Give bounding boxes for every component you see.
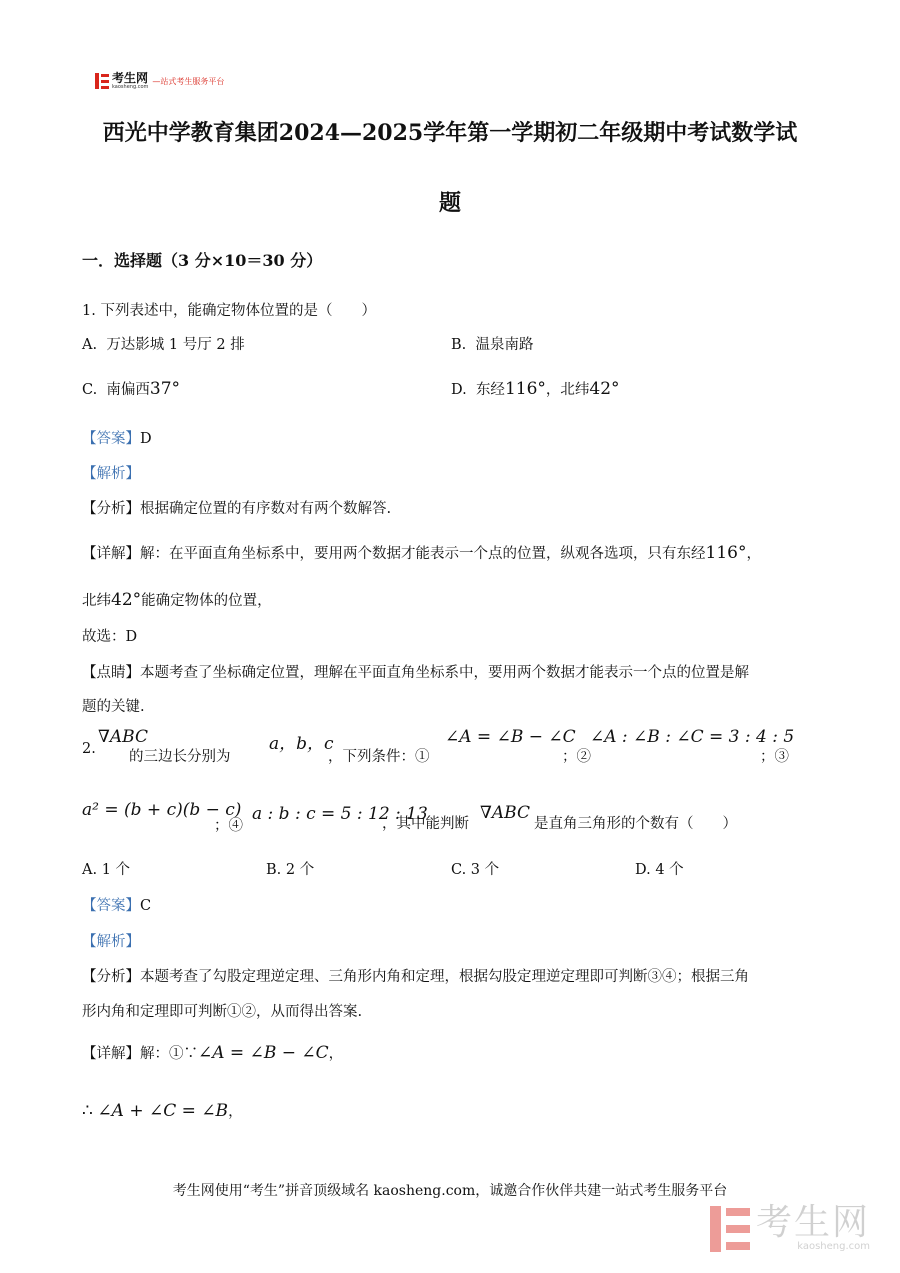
answer-tag: 【答案】 <box>82 431 140 447</box>
section-heading: 一．选择题（3 分×10＝30 分） <box>82 251 323 270</box>
text: ；④ <box>214 818 243 834</box>
footer-text: 考生网使用“考生”拼音顶级域名 kaosheng.com，诚邀合作伙伴共建一站式考生服务平台 <box>172 1183 728 1199</box>
triangle-symbol: ∇ABC <box>480 803 530 823</box>
q2-xiangjie <box>82 1042 343 1063</box>
text: ， <box>228 1104 243 1120</box>
q2-therefore <box>82 1100 243 1121</box>
q1-option-c <box>82 378 180 399</box>
question-1-stem: 1. 下列表述中，能确定物体位置的是（ ） <box>82 303 376 319</box>
text: 【详解】解：在平面直角坐标系中，要用两个数据才能表示一个点的位置，纵观各选项，只有东经 <box>82 546 706 562</box>
q2-option-b: B. 2 个 <box>266 862 315 878</box>
logo-icon <box>95 73 109 89</box>
q2-answer <box>82 894 151 915</box>
q1-analysis-tag: 【解析】 <box>82 466 140 482</box>
question-number: 2. <box>82 741 96 757</box>
text: ；③ <box>760 749 789 765</box>
q2-option-c: C. 3 个 <box>451 862 500 878</box>
option-text: 万达影城 1 号厅 2 排 <box>106 337 245 353</box>
logo-name: 考生网 <box>112 71 149 85</box>
watermark-domain: kaosheng.com <box>797 1241 870 1252</box>
answer-value: D <box>140 431 152 447</box>
condition-1: ∠A = ∠B − ∠C <box>445 727 576 747</box>
text: ，其中能判断 <box>382 816 469 832</box>
q2-analysis-tag: 【解析】 <box>82 934 140 950</box>
condition-4: a : b : c = 5 : 12 : 13 <box>252 804 428 824</box>
page-title: 西光中学教育集团2024—2025学年第一学期初二年级期中考试数学试 <box>102 120 798 146</box>
q1-fenxi: 【分析】根据确定位置的有序数对有两个数解答. <box>82 501 392 517</box>
option-math: 42° <box>589 379 620 399</box>
question-2-stem-line1 <box>82 727 842 772</box>
text: ， <box>328 1046 344 1062</box>
option-label: B. <box>451 337 467 353</box>
text: 北纬 <box>82 593 111 609</box>
option-text: 温泉南路 <box>475 337 534 353</box>
logo-domain: kaosheng.com <box>112 84 149 90</box>
math: ∠A + ∠C = ∠B <box>97 1101 229 1121</box>
header-logo <box>95 72 224 90</box>
q1-xiangjie-line2 <box>82 589 272 610</box>
option-math: 37° <box>149 379 181 399</box>
condition-2: ∠A : ∠B : ∠C = 3 : 4 : 5 <box>590 727 795 747</box>
q1-guxuan: 故选：D <box>82 629 138 645</box>
math: 42° <box>111 590 142 610</box>
math: 116° <box>705 543 747 563</box>
q1-option-a <box>82 333 245 354</box>
question-2-stem-line2 <box>82 800 842 840</box>
option-text: 南偏西 <box>106 382 150 398</box>
sides-math: a，b，c <box>269 734 334 754</box>
condition-3: a² = (b + c)(b − c) <box>82 800 242 820</box>
q1-option-b <box>451 333 533 354</box>
text: 【详解】解：①∵ <box>82 1046 198 1062</box>
watermark <box>710 1202 870 1252</box>
therefore-symbol: ∴ <box>82 1101 93 1121</box>
watermark-logo-icon <box>710 1206 750 1252</box>
triangle-symbol: ∇ABC <box>98 727 148 747</box>
q2-fenxi-line1: 【分析】本题考查了勾股定理逆定理、三角形内角和定理，根据勾股定理逆定理即可判断③④；根据三角 <box>82 969 749 985</box>
text: 能确定物体的位置， <box>141 593 272 609</box>
option-math: 116° <box>504 379 546 399</box>
q2-option-a: A. 1 个 <box>82 862 131 878</box>
answer-tag: 【答案】 <box>82 898 140 914</box>
q1-answer <box>82 427 152 448</box>
option-text: ，北纬 <box>545 382 590 398</box>
option-text: 东经 <box>475 382 505 398</box>
answer-value: C <box>140 898 152 914</box>
logo-slogan: —站式考生服务平台 <box>152 76 225 86</box>
option-label: C. <box>82 382 98 398</box>
q1-xiangjie-line1 <box>82 542 761 563</box>
option-label: A. <box>82 337 98 353</box>
text: ， <box>746 546 761 562</box>
text: ，下列条件：① <box>328 749 430 765</box>
q1-dianjing-line1: 【点睛】本题考查了坐标确定位置，理解在平面直角坐标系中，要用两个数据才能表示一个点的位置是解 <box>82 665 749 681</box>
q1-dianjing-line2: 题的关键. <box>82 699 145 715</box>
q1-option-d <box>451 378 620 399</box>
page-title-continued: 题 <box>438 190 461 216</box>
math: ∠A = ∠B − ∠C <box>198 1043 329 1063</box>
q2-fenxi-line2: 形内角和定理即可判断①②，从而得出答案. <box>82 1004 363 1020</box>
text: 的三边长分别为 <box>129 749 231 765</box>
q2-option-d: D. 4 个 <box>635 862 684 878</box>
watermark-name: 考生网 <box>755 1202 870 1243</box>
text: 是直角三角形的个数有（ ） <box>534 816 737 832</box>
option-label: D. <box>451 382 467 398</box>
text: ；② <box>562 749 591 765</box>
